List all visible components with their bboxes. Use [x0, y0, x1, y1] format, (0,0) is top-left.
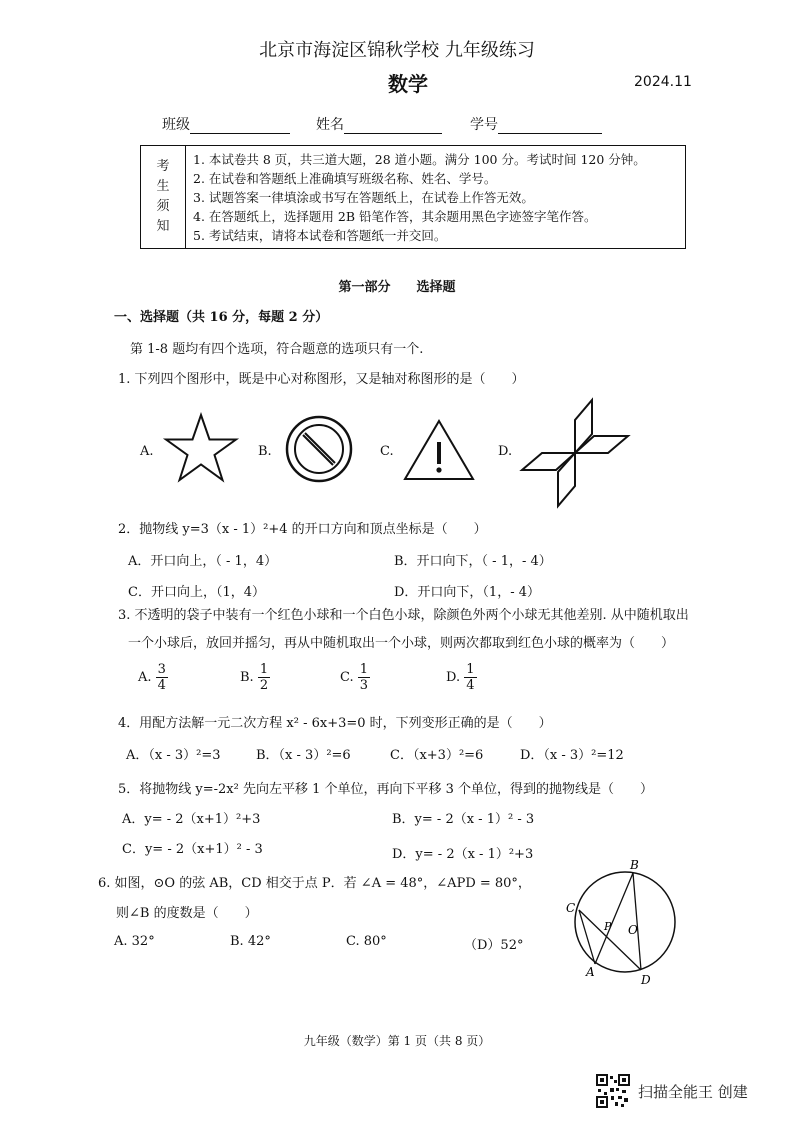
q4-stem: 4．用配方法解一元二次方程 x² - 6x+3=0 时，下列变形正确的是（ ） — [118, 716, 552, 731]
name-blank — [344, 119, 442, 134]
q5-stem: 5．将抛物线 y=-2x² 先向左平移 1 个单位，再向下平移 3 个单位，得到的抛物线是（ ） — [118, 782, 654, 797]
q6-option-b: B. 42° — [230, 934, 271, 949]
name-field — [316, 114, 442, 134]
section-heading: 一、选择题（共 16 分，每题 2 分） — [114, 310, 329, 325]
circle-geometry-figure — [560, 852, 690, 992]
q4-option-c: C．（x+3）²=6 — [390, 748, 484, 763]
pinwheel-shape-icon — [518, 396, 632, 510]
point-label-c: C — [566, 901, 576, 915]
q2-option-d: D．开口向下，（1，- 4） — [394, 585, 540, 600]
page-footer: 九年级（数学）第 1 页（共 8 页） — [303, 1034, 491, 1048]
q3-option-b: B. $\frac{1}{2}$ — [240, 662, 269, 693]
scanner-watermark — [596, 1074, 748, 1108]
class-blank — [190, 119, 290, 134]
point-label-d: D — [641, 973, 651, 987]
q4-option-b: B．（x - 3）²=6 — [256, 748, 351, 763]
fraction: $\frac{1}{3}$ — [359, 662, 369, 693]
q1-label-c: C. — [380, 444, 394, 459]
point-label-p: P — [604, 920, 612, 933]
q6-option-d: （D）52° — [464, 938, 524, 953]
point-label-b: B — [630, 858, 639, 872]
notice-side-label: 考 生 须 知 — [141, 146, 186, 248]
q1-label-a: A. — [140, 444, 154, 459]
q1-label-b: B. — [258, 444, 272, 459]
q6-stem-line1: 6. 如图，⊙O 的弦 AB，CD 相交于点 P．若 ∠A = 48°，∠APD = 80°， — [98, 876, 531, 891]
name-label: 姓名 — [316, 117, 344, 133]
qr-code-icon — [596, 1074, 630, 1108]
fraction: $\frac{1}{2}$ — [259, 662, 269, 693]
q3-stem-line1: 3. 不透明的袋子中装有一个红色小球和一个白色小球，除颜色外两个小球无其他差别. 从中随机取出 — [118, 608, 689, 623]
notice-item: 2. 在试卷和答题纸上准确填写班级名称、姓名、学号。 — [193, 171, 497, 186]
notice-item: 3. 试题答案一律填涂或书写在答题纸上，在试卷上作答无效。 — [193, 190, 534, 205]
q1-stem: 1. 下列四个图形中，既是中心对称图形，又是轴对称图形的是（ ） — [118, 372, 525, 387]
student-id-blank — [498, 119, 602, 134]
q2-option-c: C．开口向上，（1，4） — [128, 585, 265, 600]
q4-option-a: A．（x - 3）²=3 — [126, 748, 221, 763]
q5-option-a: A．y= - 2（x+1）²+3 — [122, 812, 261, 827]
q3-option-d: D. $\frac{1}{4}$ — [446, 662, 475, 693]
q6-option-c: C. 80° — [346, 934, 387, 949]
scanner-text: 扫描全能王 创建 — [638, 1082, 748, 1101]
warning-triangle-icon — [402, 418, 476, 482]
section-intro: 第 1-8 题均有四个选项，符合题意的选项只有一个. — [130, 342, 424, 357]
q5-option-b: B．y= - 2（x - 1）² - 3 — [392, 812, 535, 827]
q5-option-d: D．y= - 2（x - 1）²+3 — [392, 847, 534, 862]
student-id-field — [470, 114, 602, 134]
q5-option-c: C．y= - 2（x+1）² - 3 — [122, 842, 263, 857]
student-id-label: 学号 — [470, 117, 498, 133]
school-title: 北京市海淀区锦秋学校 九年级练习 — [259, 40, 535, 61]
q2-option-a: A．开口向上，（ - 1，4） — [128, 554, 278, 569]
q4-option-d: D．（x - 3）²=12 — [520, 748, 624, 763]
no-entry-sign-icon — [284, 414, 354, 484]
q2-option-b: B．开口向下，（ - 1，- 4） — [394, 554, 552, 569]
q3-stem-line2: 一个小球后，放回并摇匀，再从中随机取出一个小球，则两次都取到红色小球的概率为（ ） — [128, 636, 675, 651]
q1-label-d: D. — [498, 444, 513, 459]
q6-option-a: A. 32° — [114, 934, 155, 949]
star-shape-icon — [162, 412, 240, 484]
exam-date: 2024.11 — [634, 74, 692, 90]
point-label-a: A — [586, 965, 595, 979]
q2-stem: 2．抛物线 y=3（x - 1）²+4 的开口方向和顶点坐标是（ ） — [118, 522, 487, 537]
q3-option-a: A. $\frac{3}{4}$ — [138, 662, 166, 693]
notice-item: 4. 在答题纸上，选择题用 2B 铅笔作答，其余题用黑色字迹签字笔作答。 — [193, 209, 597, 224]
notice-item: 5. 考试结束，请将本试卷和答题纸一并交回。 — [193, 228, 447, 243]
q3-option-c: C. $\frac{1}{3}$ — [340, 662, 369, 693]
fraction: $\frac{3}{4}$ — [157, 662, 166, 693]
q6-stem-line2: 则∠B 的度数是（ ） — [116, 906, 258, 921]
section-title: 第一部分 选择题 — [338, 280, 456, 295]
notice-items — [193, 150, 646, 245]
class-field — [162, 114, 290, 134]
notice-item: 1. 本试卷共 8 页，共三道大题，28 道小题。满分 100 分。考试时间 120 分钟。 — [193, 152, 646, 167]
class-label: 班级 — [162, 117, 190, 133]
exam-notice-box — [140, 145, 686, 249]
subject-title: 数学 — [388, 72, 428, 96]
point-label-o: O — [628, 923, 638, 937]
fraction: $\frac{1}{4}$ — [466, 662, 475, 693]
